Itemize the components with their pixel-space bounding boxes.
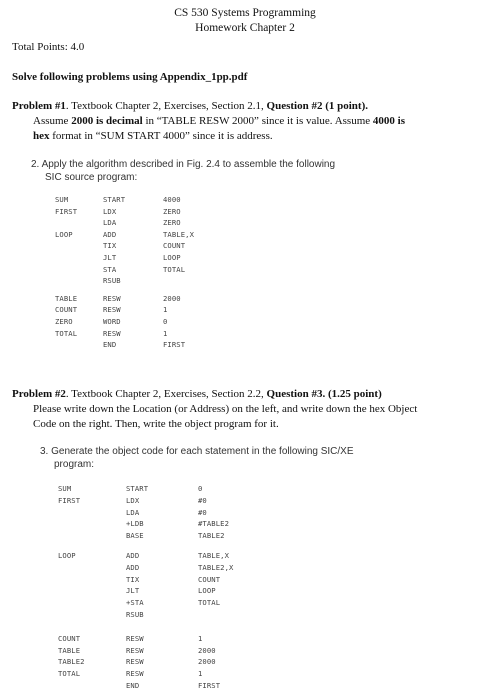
code-line xyxy=(55,329,305,340)
code-line xyxy=(58,646,318,657)
code-line xyxy=(58,496,318,507)
code-line xyxy=(55,218,305,229)
code-opcode: ADD xyxy=(126,551,140,560)
assignment-title: Homework Chapter 2 xyxy=(195,22,295,34)
code-operand: 2000 xyxy=(163,293,181,303)
code-opcode: RESW xyxy=(126,669,144,679)
code-line xyxy=(58,551,318,562)
text-span: hex xyxy=(33,130,50,142)
code-operand: ZERO xyxy=(163,206,181,216)
code-opcode: WORD xyxy=(103,317,121,326)
instruction-text: Solve following problems using Appendix_1pp.pdf xyxy=(12,71,248,83)
code-opcode: RESW xyxy=(103,328,121,338)
code-operand: TABLE2,X xyxy=(198,562,234,572)
code-line xyxy=(58,657,318,668)
code-operand: FIRST xyxy=(198,681,221,690)
problem1-line3 xyxy=(33,129,273,143)
code-line xyxy=(58,575,318,586)
code-line xyxy=(55,340,305,351)
text-span: format in “SUM START 4000” since it is address. xyxy=(49,130,273,142)
code-opcode: RESW xyxy=(126,657,144,667)
code-line xyxy=(58,610,318,621)
code-opcode: ADD xyxy=(103,229,117,239)
code-label: COUNT xyxy=(58,633,81,643)
problem2-book-question: 3. Generate the object code for each statement in the following SIC/XE xyxy=(40,446,354,457)
text-span: is decimal xyxy=(93,115,143,127)
code-operand: TOTAL xyxy=(163,264,186,274)
code-opcode: START xyxy=(103,195,126,204)
code-operand: #TABLE2 xyxy=(198,519,229,529)
code-line xyxy=(55,294,305,305)
code-line xyxy=(58,586,318,597)
code-label: TABLE xyxy=(58,645,81,655)
code-operand: #0 xyxy=(198,507,207,517)
code-operand: 1 xyxy=(163,305,168,315)
text-span: Assume xyxy=(33,115,72,127)
problem2-title xyxy=(12,387,382,401)
code-line xyxy=(55,276,305,287)
code-operand: 4000 xyxy=(163,195,181,204)
code-opcode: BASE xyxy=(126,531,144,541)
code-opcode: RSUB xyxy=(126,610,144,619)
code-opcode: STA xyxy=(103,264,117,274)
problem1-title xyxy=(12,99,368,113)
code-line xyxy=(58,484,318,495)
code-line xyxy=(58,563,318,574)
text-span: 2000 xyxy=(71,115,94,127)
code-opcode: JLT xyxy=(103,253,117,262)
problem2-ref: . Textbook Chapter 2, Exercises, Section 2.2, xyxy=(65,388,267,400)
code-operand: TABLE,X xyxy=(163,229,194,239)
code-line xyxy=(55,241,305,252)
code-label: FIRST xyxy=(58,495,81,505)
code-label: SUM xyxy=(58,484,72,493)
code-operand: #0 xyxy=(198,495,207,505)
problem2-label: Problem #2 xyxy=(12,388,66,400)
code-opcode: TIX xyxy=(126,574,140,584)
code-opcode: ADD xyxy=(126,562,140,572)
problem2-book-question-line2: program: xyxy=(54,459,95,470)
problem1-book-question-line2: SIC source program: xyxy=(45,172,138,183)
code-label: ZERO xyxy=(55,317,73,326)
problem2-line2: Please write down the Location (or Address) on the left, and write down the hex Object xyxy=(33,403,418,415)
problem2-question: Question #3. (1.25 point) xyxy=(266,388,382,400)
code-operand: LOOP xyxy=(163,253,181,262)
code-label: TABLE xyxy=(55,293,78,303)
code-line xyxy=(58,508,318,519)
code-line xyxy=(55,253,305,264)
code-line xyxy=(58,669,318,680)
code-opcode: RSUB xyxy=(103,276,121,286)
code-line xyxy=(55,195,305,206)
code-line xyxy=(58,519,318,530)
problem2-line3: Code on the right. Then, write the object program for it. xyxy=(33,418,279,430)
code-label: LOOP xyxy=(58,551,76,560)
code-operand: 0 xyxy=(163,317,168,326)
code-opcode: RESW xyxy=(126,633,144,643)
code-operand: 1 xyxy=(198,633,203,643)
code-opcode: RESW xyxy=(103,305,121,315)
code-line xyxy=(55,207,305,218)
code-label: FIRST xyxy=(55,206,78,216)
problem1-label: Problem #1 xyxy=(12,100,66,112)
code-opcode: LDA xyxy=(103,218,117,228)
code-line xyxy=(55,305,305,316)
code-operand: COUNT xyxy=(198,574,221,584)
code-opcode: END xyxy=(103,340,117,350)
code-opcode: +LDB xyxy=(126,519,144,529)
code-operand: 0 xyxy=(198,484,203,493)
problem2-code-listing xyxy=(58,484,318,694)
code-label: TOTAL xyxy=(58,669,81,679)
course-title: CS 530 Systems Programming xyxy=(174,7,316,19)
code-operand: TABLE2 xyxy=(198,531,225,541)
problem1-code-listing xyxy=(55,195,305,365)
code-opcode: END xyxy=(126,681,140,690)
code-line xyxy=(58,634,318,645)
code-label: TABLE2 xyxy=(58,657,85,667)
code-label: LOOP xyxy=(55,229,73,239)
code-operand: ZERO xyxy=(163,218,181,228)
code-line xyxy=(55,317,305,328)
code-opcode: START xyxy=(126,484,149,493)
code-label: COUNT xyxy=(55,305,78,315)
code-operand: LOOP xyxy=(198,586,216,596)
code-opcode: LDX xyxy=(103,206,117,216)
code-opcode: RESW xyxy=(126,645,144,655)
code-operand: 2000 xyxy=(198,657,216,667)
code-operand: TOTAL xyxy=(198,598,221,608)
code-line xyxy=(58,598,318,609)
code-opcode: RESW xyxy=(103,293,121,303)
code-line xyxy=(58,681,318,692)
code-opcode: LDA xyxy=(126,507,140,517)
code-label: SUM xyxy=(55,195,69,204)
problem1-book-question: 2. Apply the algorithm described in Fig. 2.4 to assemble the following xyxy=(31,159,336,170)
code-operand: 1 xyxy=(163,328,168,338)
code-operand: 1 xyxy=(198,669,203,679)
code-operand: TABLE,X xyxy=(198,551,229,560)
code-line xyxy=(55,265,305,276)
code-opcode: LDX xyxy=(126,495,140,505)
problem1-question: Question #2 (1 point). xyxy=(266,100,368,112)
code-operand: 2000 xyxy=(198,645,216,655)
code-label: TOTAL xyxy=(55,328,78,338)
problem1-line2 xyxy=(33,114,405,128)
total-points: Total Points: 4.0 xyxy=(12,41,85,53)
text-span: 4000 is xyxy=(372,115,405,127)
problem1-ref: . Textbook Chapter 2, Exercises, Section 2.1, xyxy=(65,100,267,112)
code-opcode: +STA xyxy=(126,598,144,608)
text-span: in “TABLE RESW 2000” since it is value. Assume xyxy=(142,115,373,127)
code-operand: FIRST xyxy=(163,340,186,350)
code-line xyxy=(58,531,318,542)
code-opcode: TIX xyxy=(103,241,117,251)
code-line xyxy=(55,230,305,241)
code-opcode: JLT xyxy=(126,586,140,596)
code-operand: COUNT xyxy=(163,241,186,251)
